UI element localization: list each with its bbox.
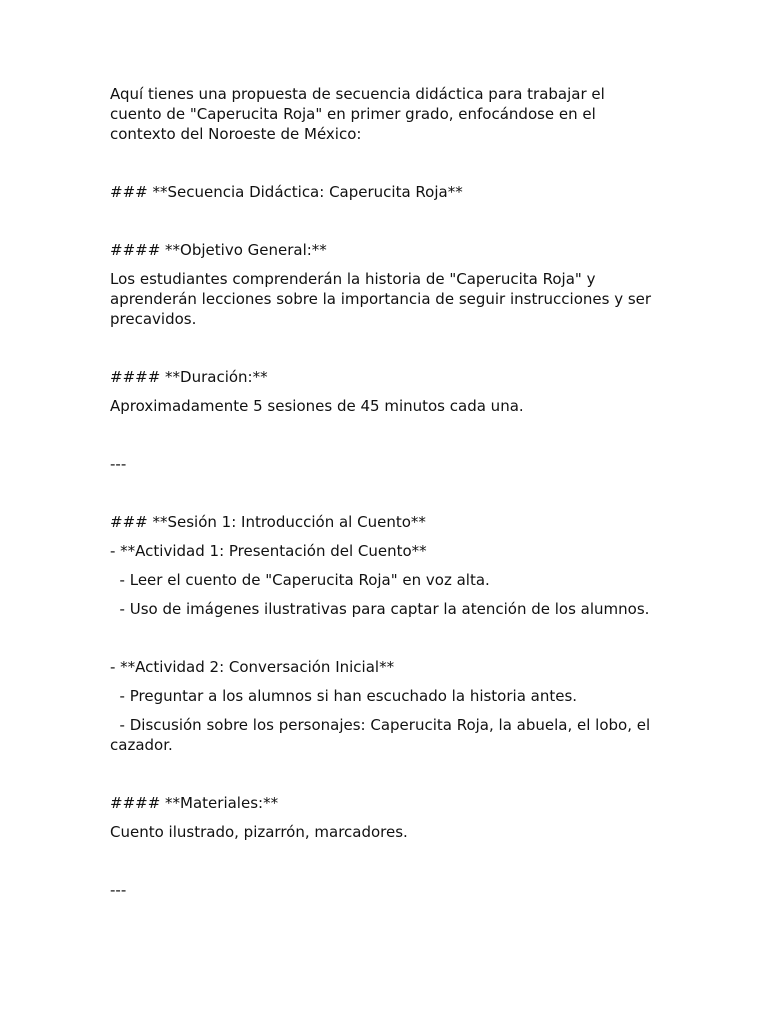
spacer (110, 387, 655, 396)
spacer (110, 590, 655, 599)
separator: --- (110, 881, 127, 899)
intro-paragraph: Aquí tienes una propuesta de secuencia didáctica para trabajar el cuento de "Caperucita Roja" en primer grado, enfocándose en el contexto del Noroeste de México: (110, 85, 610, 143)
session-1-heading: ### **Sesión 1: Introducción al Cuento** (110, 513, 426, 531)
activity-2-item: - Discusión sobre los personajes: Caperucita Roja, la abuela, el lobo, el cazador. (110, 716, 655, 754)
spacer (110, 260, 655, 269)
materials-text: Cuento ilustrado, pizarrón, marcadores. (110, 823, 408, 841)
spacer (110, 842, 655, 880)
spacer (110, 329, 655, 367)
spacer (110, 474, 655, 512)
spacer (110, 619, 655, 657)
spacer (110, 532, 655, 541)
activity-1-item: - Uso de imágenes ilustrativas para captar la atención de los alumnos. (110, 600, 650, 618)
activity-1-item: - Leer el cuento de "Caperucita Roja" en voz alta. (110, 571, 490, 589)
document-body (110, 84, 655, 900)
spacer (110, 561, 655, 570)
activity-2-heading: - **Actividad 2: Conversación Inicial** (110, 658, 395, 676)
spacer (110, 813, 655, 822)
separator: --- (110, 455, 127, 473)
objective-text: Los estudiantes comprenderán la historia de "Caperucita Roja" y aprenderán lecciones sobre la importancia de seguir instrucciones y ser precavidos. (110, 270, 656, 328)
objective-heading: #### **Objetivo General:** (110, 241, 327, 259)
title-heading: ### **Secuencia Didáctica: Caperucita Roja** (110, 183, 463, 201)
duration-heading: #### **Duración:** (110, 368, 268, 386)
spacer (110, 677, 655, 686)
spacer (110, 202, 655, 240)
spacer (110, 144, 655, 182)
duration-text: Aproximadamente 5 sesiones de 45 minutos cada una. (110, 397, 524, 415)
activity-2-item: - Preguntar a los alumnos si han escuchado la historia antes. (110, 687, 578, 705)
spacer (110, 416, 655, 454)
spacer (110, 755, 655, 793)
activity-1-heading: - **Actividad 1: Presentación del Cuento** (110, 542, 427, 560)
spacer (110, 706, 655, 715)
materials-heading: #### **Materiales:** (110, 794, 279, 812)
